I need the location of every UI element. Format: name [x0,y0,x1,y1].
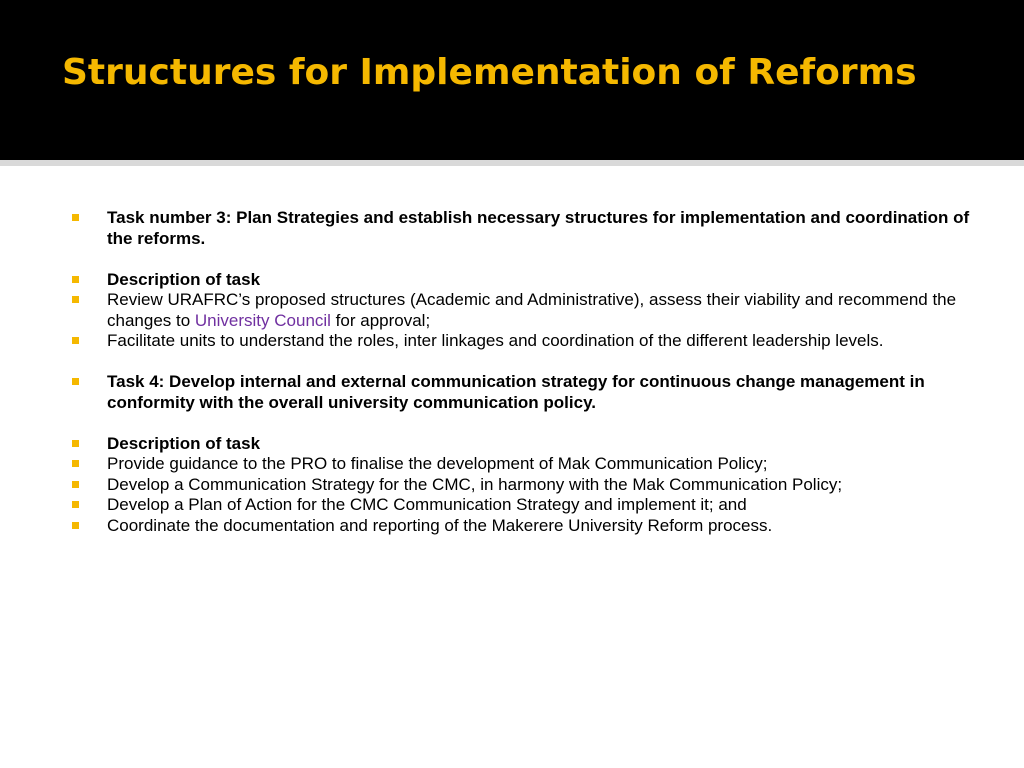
bullet-text: Task 4: Develop internal and external communication strategy for continuous change management in conformity with the overall university communication policy. [107,372,925,412]
list-item-task-3 [72,208,972,249]
bullet-text: Description of task [107,269,261,289]
title-divider [0,160,1024,167]
square-bullet-icon [72,296,79,303]
square-bullet-icon [72,460,79,467]
bullet-text: Description of task [107,433,261,453]
list-item-task-4 [72,372,972,413]
bullet-text: Facilitate units to understand the roles, inter linkages and coordination of the different leadership levels. [107,331,884,350]
square-bullet-icon [72,481,79,488]
bullet-text: Provide guidance to the PRO to finalise the development of Mak Communication Policy; [107,454,768,473]
list-item-pro-guidance [72,454,972,475]
square-bullet-icon [72,214,79,221]
bullet-text: Develop a Plan of Action for the CMC Communication Strategy and implement it; and [107,495,747,514]
list-item-review-structures [72,290,972,331]
bullet-text: Coordinate the documentation and reporting of the Makerere University Reform process. [107,515,773,535]
list-item-plan-of-action [72,495,972,516]
list-item-communication-strategy [72,475,972,496]
square-bullet-icon [72,337,79,344]
square-bullet-icon [72,440,79,447]
bullet-list [72,208,972,536]
square-bullet-icon [72,501,79,508]
title-bar [0,0,1024,160]
bullet-text: Task number 3: Plan Strategies and establish necessary structures for implementation and coordination of the reforms. [107,208,970,248]
list-item-coordinate-documentation [72,516,972,537]
square-bullet-icon [72,276,79,283]
bullet-text-end: for approval; [330,310,431,330]
bullet-text: Develop a Communication Strategy for the CMC, in harmony with the Mak Communication Policy; [107,474,843,494]
bullet-text-start: Review URAFRC’s proposed structures (Academic and Administrative), assess their viability and recommend the changes to [107,290,957,330]
list-item-description-heading [72,270,972,291]
list-item-description-heading [72,434,972,455]
square-bullet-icon [72,378,79,385]
list-item-facilitate-units [72,331,972,352]
university-council-link[interactable]: University Council [194,310,331,330]
slide-title: Structures for Implementation of Reforms [62,52,917,93]
bullet-text [107,290,956,330]
square-bullet-icon [72,522,79,529]
